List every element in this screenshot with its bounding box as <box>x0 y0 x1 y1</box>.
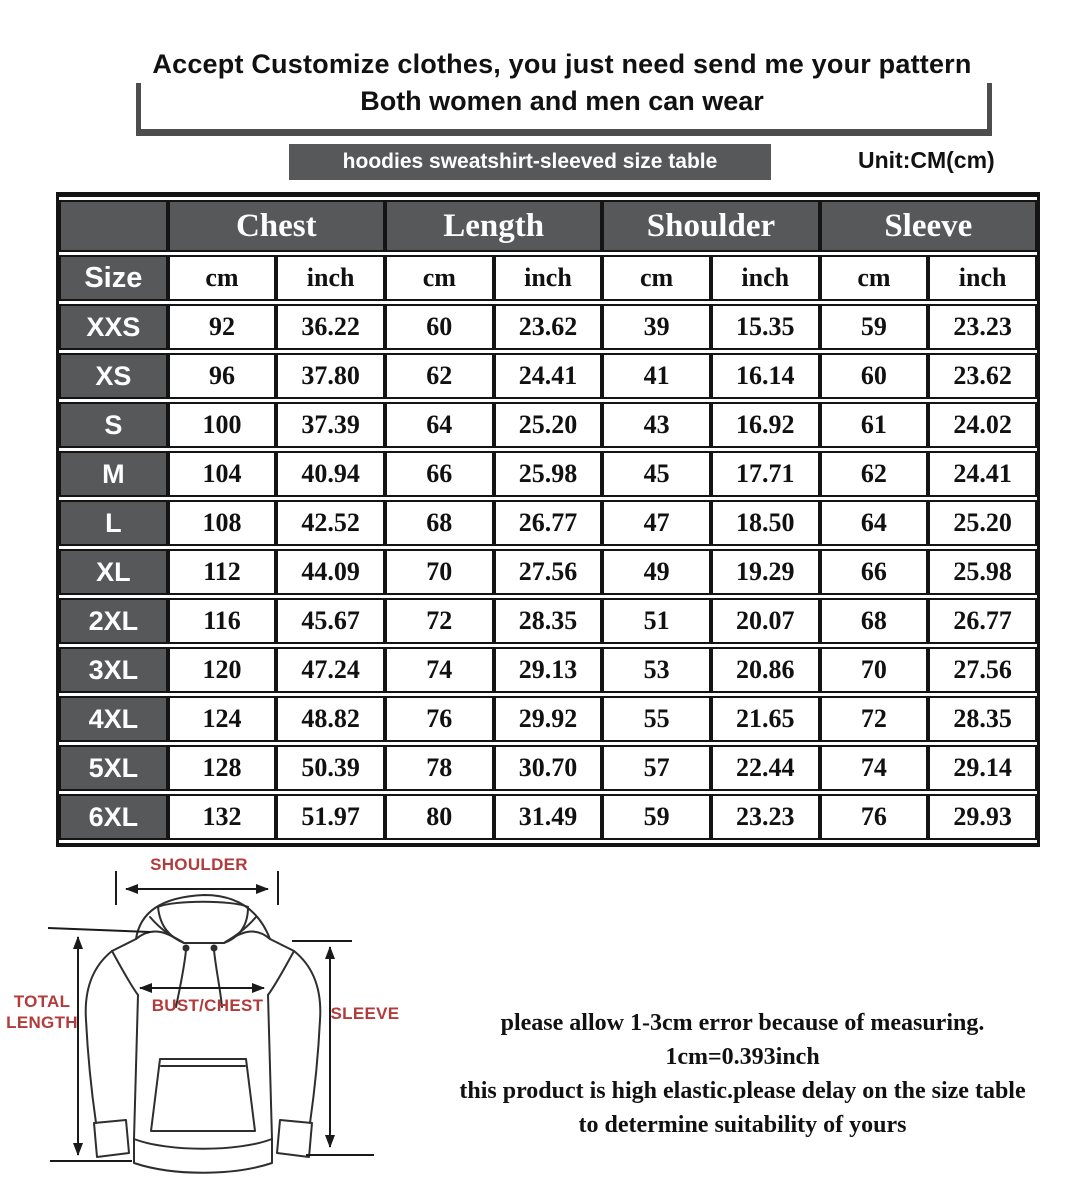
measurement-value: 78 <box>385 745 494 791</box>
measurement-value: 48.82 <box>276 696 385 742</box>
table-row-s <box>59 402 1037 448</box>
measurement-value: 92 <box>168 304 277 350</box>
table-title: hoodies sweatshirt-sleeved size table <box>342 150 718 173</box>
unit-label: Unit:CM(cm) <box>858 147 995 173</box>
size-table-body <box>59 304 1037 840</box>
measurement-value: 29.93 <box>928 794 1037 840</box>
measurement-value: 70 <box>820 647 929 693</box>
table-row-xxs <box>59 304 1037 350</box>
measurement-value: 17.71 <box>711 451 820 497</box>
unit-header: cm <box>168 255 277 301</box>
table-row-xl <box>59 549 1037 595</box>
measurement-value: 37.39 <box>276 402 385 448</box>
measurement-value: 60 <box>820 353 929 399</box>
measurement-value: 59 <box>602 794 711 840</box>
measurement-value: 128 <box>168 745 277 791</box>
top-banner <box>122 46 1002 120</box>
measurement-value: 23.23 <box>928 304 1037 350</box>
measurement-value: 24.41 <box>494 353 603 399</box>
measurement-value: 70 <box>385 549 494 595</box>
measurement-value: 60 <box>385 304 494 350</box>
measurement-value: 50.39 <box>276 745 385 791</box>
measurement-value: 64 <box>820 500 929 546</box>
unit-header: cm <box>820 255 929 301</box>
measurement-value: 124 <box>168 696 277 742</box>
measurement-value: 15.35 <box>711 304 820 350</box>
size-label: XXS <box>59 304 168 350</box>
measurement-value: 57 <box>602 745 711 791</box>
group-header-chest: Chest <box>168 200 385 252</box>
measurement-value: 25.20 <box>494 402 603 448</box>
measurement-value: 16.92 <box>711 402 820 448</box>
group-header-sleeve: Sleeve <box>820 200 1037 252</box>
measurement-value: 29.13 <box>494 647 603 693</box>
measurement-value: 51 <box>602 598 711 644</box>
unit-header: inch <box>711 255 820 301</box>
size-label: M <box>59 451 168 497</box>
size-label: XS <box>59 353 168 399</box>
measurement-value: 36.22 <box>276 304 385 350</box>
group-header-length: Length <box>385 200 602 252</box>
measurement-value: 72 <box>385 598 494 644</box>
measurement-value: 74 <box>820 745 929 791</box>
measurement-value: 72 <box>820 696 929 742</box>
bust-chest-label: BUST/CHEST <box>151 996 264 1015</box>
measurement-value: 28.35 <box>494 598 603 644</box>
unit-header: cm <box>602 255 711 301</box>
table-row-3xl <box>59 647 1037 693</box>
note-line: 1cm=0.393inch <box>665 1044 820 1070</box>
size-label: XL <box>59 549 168 595</box>
measurement-value: 45 <box>602 451 711 497</box>
measurement-value: 80 <box>385 794 494 840</box>
size-label: 3XL <box>59 647 168 693</box>
measurement-value: 66 <box>820 549 929 595</box>
unit-header: inch <box>494 255 603 301</box>
measurement-value: 59 <box>820 304 929 350</box>
notes-block <box>410 1006 1075 1142</box>
hoodie-outline <box>86 895 321 1173</box>
measurement-value: 53 <box>602 647 711 693</box>
size-label: 6XL <box>59 794 168 840</box>
table-row-2xl <box>59 598 1037 644</box>
measurement-value: 25.98 <box>928 549 1037 595</box>
measurement-value: 29.92 <box>494 696 603 742</box>
sleeve-label: SLEEVE <box>330 1004 400 1023</box>
measurement-value: 19.29 <box>711 549 820 595</box>
measurement-value: 16.14 <box>711 353 820 399</box>
measurement-value: 23.62 <box>928 353 1037 399</box>
table-row-xs <box>59 353 1037 399</box>
size-table <box>59 197 1037 843</box>
measurement-value: 24.02 <box>928 402 1037 448</box>
note-line: this product is high elastic.please delay on the size table <box>459 1078 1026 1104</box>
measurement-value: 18.50 <box>711 500 820 546</box>
measurement-value: 26.77 <box>928 598 1037 644</box>
measurement-value: 76 <box>820 794 929 840</box>
measurement-value: 64 <box>385 402 494 448</box>
unit-header: inch <box>928 255 1037 301</box>
total-length-label: TOTAL LENGTH <box>6 992 78 1032</box>
measurement-value: 21.65 <box>711 696 820 742</box>
size-table-frame <box>56 192 1040 847</box>
measurement-value: 20.86 <box>711 647 820 693</box>
size-column-header: Size <box>59 255 168 301</box>
measurement-value: 23.62 <box>494 304 603 350</box>
measurement-value: 25.20 <box>928 500 1037 546</box>
measurement-value: 26.77 <box>494 500 603 546</box>
measurement-value: 27.56 <box>494 549 603 595</box>
size-label: 4XL <box>59 696 168 742</box>
measurement-value: 116 <box>168 598 277 644</box>
measurement-value: 51.97 <box>276 794 385 840</box>
table-title-bar <box>289 144 771 180</box>
unit-header: inch <box>276 255 385 301</box>
table-row-m <box>59 451 1037 497</box>
measurement-value: 112 <box>168 549 277 595</box>
measurement-value: 30.70 <box>494 745 603 791</box>
note-line: please allow 1-3cm error because of measuring. <box>500 1010 985 1036</box>
measurement-value: 120 <box>168 647 277 693</box>
shoulder-label: SHOULDER <box>150 855 248 874</box>
measurement-value: 29.14 <box>928 745 1037 791</box>
measurement-value: 62 <box>385 353 494 399</box>
measurement-value: 23.23 <box>711 794 820 840</box>
measurement-arrows <box>48 871 374 1161</box>
measurement-value: 37.80 <box>276 353 385 399</box>
measurement-value: 25.98 <box>494 451 603 497</box>
measurement-value: 49 <box>602 549 711 595</box>
measurement-value: 61 <box>820 402 929 448</box>
corner-cell <box>59 200 168 252</box>
banner-title-line1: Accept Customize clothes, you just need send me your pattern <box>152 49 972 79</box>
size-label: 2XL <box>59 598 168 644</box>
measurement-value: 96 <box>168 353 277 399</box>
table-row-4xl <box>59 696 1037 742</box>
measurement-value: 31.49 <box>494 794 603 840</box>
unit-header-row <box>59 255 1037 301</box>
measurement-value: 55 <box>602 696 711 742</box>
measurement-value: 40.94 <box>276 451 385 497</box>
measurement-value: 100 <box>168 402 277 448</box>
measurement-value: 132 <box>168 794 277 840</box>
measurement-value: 28.35 <box>928 696 1037 742</box>
measurement-value: 39 <box>602 304 711 350</box>
table-row-6xl <box>59 794 1037 840</box>
group-header-shoulder: Shoulder <box>602 200 819 252</box>
measurement-value: 62 <box>820 451 929 497</box>
size-label: L <box>59 500 168 546</box>
measurement-value: 24.41 <box>928 451 1037 497</box>
group-header-row <box>59 200 1037 252</box>
measurement-diagram <box>0 855 420 1196</box>
table-row-5xl <box>59 745 1037 791</box>
measurement-value: 20.07 <box>711 598 820 644</box>
size-label: 5XL <box>59 745 168 791</box>
measurement-value: 76 <box>385 696 494 742</box>
measurement-value: 45.67 <box>276 598 385 644</box>
measurement-value: 68 <box>385 500 494 546</box>
measurement-value: 44.09 <box>276 549 385 595</box>
measurement-value: 104 <box>168 451 277 497</box>
measurement-value: 47.24 <box>276 647 385 693</box>
unit-header: cm <box>385 255 494 301</box>
measurement-value: 66 <box>385 451 494 497</box>
measurement-value: 108 <box>168 500 277 546</box>
measurement-value: 41 <box>602 353 711 399</box>
measurement-value: 43 <box>602 402 711 448</box>
measurement-value: 68 <box>820 598 929 644</box>
table-row-l <box>59 500 1037 546</box>
measurement-value: 42.52 <box>276 500 385 546</box>
banner-title-line2: Both women and men can wear <box>360 86 764 116</box>
measurement-value: 47 <box>602 500 711 546</box>
measurement-value: 27.56 <box>928 647 1037 693</box>
measurement-value: 22.44 <box>711 745 820 791</box>
measurement-value: 74 <box>385 647 494 693</box>
note-line: to determine suitability of yours <box>578 1112 907 1138</box>
size-label: S <box>59 402 168 448</box>
